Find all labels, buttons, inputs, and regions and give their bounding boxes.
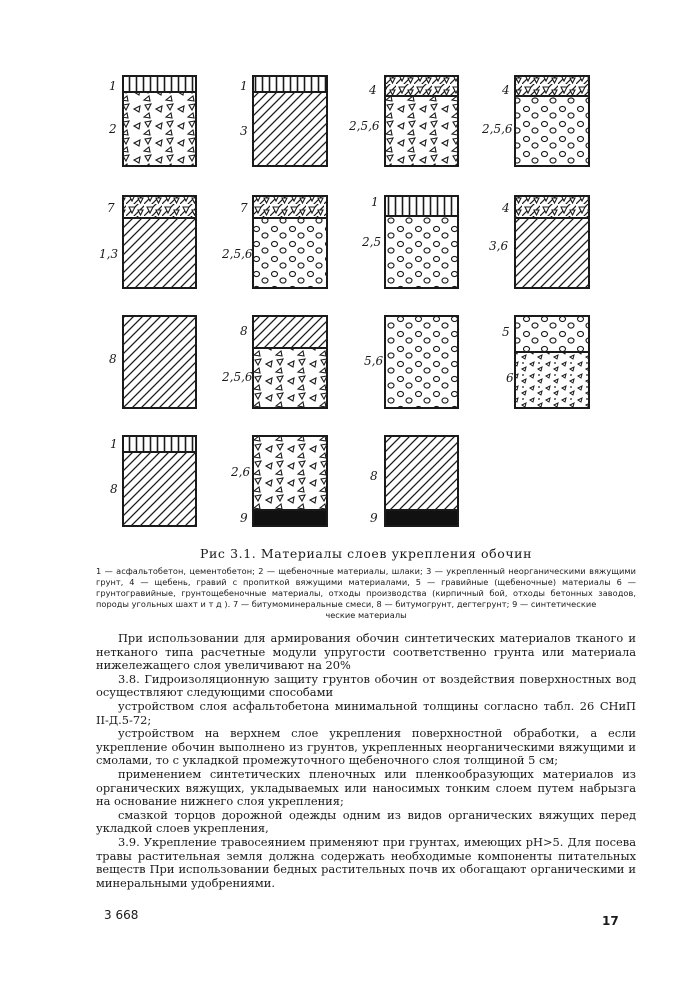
figure-caption: Рис 3.1. Материалы слоев укрепления обочин [199,546,533,561]
paragraph: устройством слоя асфальтобетона минимальной толщины согласно табл. 26 СНиП II-Д.5-72; [96,698,636,727]
panel-4-1 [110,436,196,526]
panel-label: 7 [240,201,248,215]
paragraph-section-3-8: 3.8. Гидроизоляционную защиту грунтов обочин от воздействия поверхностных вод осуществляют следующими способами [96,671,636,700]
panel-label: 9 [370,511,378,525]
panel-label: 1 [109,79,117,93]
panel-label: 3 [240,124,248,138]
panel-label: 1 [240,79,248,93]
panel-label: 4 [502,201,510,215]
panel-2-1 [99,196,196,288]
panel-label: 2 [109,122,117,136]
paragraph-section-3-9: 3.9. Укрепление травосеянием применяют при грунтах, имеющих pH>5. Для посева травы растительная земля должна содержать необходимые компоненты питательных веществ При использовании бедных растительных почв их обогащают органическими и минеральными удобрениями. [96,834,636,890]
panel-label: 2,5,6 [349,119,380,133]
panel-label: 1 [371,195,379,209]
panel-label: 4 [502,83,510,97]
panel-label: 5,6 [364,354,384,368]
panel-label: 8 [240,324,248,338]
panel-3-4 [502,316,589,408]
legend-text-tail: ческие материалы [325,610,407,620]
panel-2-4 [489,196,589,288]
panel-3-1 [109,316,196,408]
panel-2-3 [361,195,458,288]
signature-mark: 3 668 [104,908,139,922]
panel-3-3 [364,316,458,408]
panel-label: 1 [110,437,118,451]
panel-2-2 [221,196,327,288]
panel-label: 2,5,6 [482,122,513,136]
page-number: 17 [602,914,619,928]
panel-label: 7 [107,201,115,215]
panel-label: 3,6 [489,239,509,253]
panel-label: 8 [370,469,378,483]
paragraph: При использовании для армирования обочин синтетических материалов тканого и нетканого типа расчетные модули упругости соответственно грунта или материала нижележащего слоя увеличивают на 20% [96,631,636,673]
panel-label: 4 [369,83,377,97]
panel-1-4 [481,76,589,166]
paragraph: смазкой торцов дорожной одежды одним из видов органических вяжущих перед укладкой слоев укрепления, [96,807,636,836]
panel-label: 8 [110,482,118,496]
panel-label: 8 [109,352,117,366]
panel-label: 2,5 [362,235,382,249]
paragraph: применением синтетических пленочных или пленкообразующих материалов из органических вяжущих, укладываемых или наносимых тонким слоем путем набрызга на основание нижнего слоя укрепления; [96,766,636,809]
panel-1-3 [348,76,458,166]
panel-3-2 [221,316,327,408]
panel-label: 2,6 [231,465,251,479]
panel-label: 2,5,6 [222,370,253,384]
panel-1-1 [108,76,196,166]
body-text [96,632,636,890]
panel-label: 6 [506,371,514,385]
panel-label: 1,3 [99,247,119,261]
paragraph: устройством на верхнем слое укрепления поверхностной обработки, а если укрепление обочин выполнено из грунтов, укрепленных неорганическими вяжущими и смолами, то с укладкой промежуточного щебеночного слоя толщиной 5 см; [96,726,636,768]
figure-legend [96,566,636,621]
panel-label: 5 [502,325,510,339]
panel-4-3 [370,436,458,526]
panel-label: 9 [240,511,248,525]
legend-text: 1 — асфальтобетон, цементобетон; 2 — щебеночные материалы, шлаки; 3 — укрепленный неорганическими вяжущими грунт, 4 — щебень, гравий с пропиткой вяжущими материалами, 5 — гравийные (щебеночные) материалы 6 — грунтогравийные, грунтощебеночные материалы, отходы производства (кирпичный бой, отходы бетонных заводов, породы угольных шахт и т д ). 7 — битумоминеральные смеси, 8 — битумогрунт, дегтегрунт; 9 — синтетические [96,566,636,609]
panel-4-2 [230,436,327,526]
panel-1-2 [240,76,327,166]
panel-label: 2,5,6 [222,247,253,261]
